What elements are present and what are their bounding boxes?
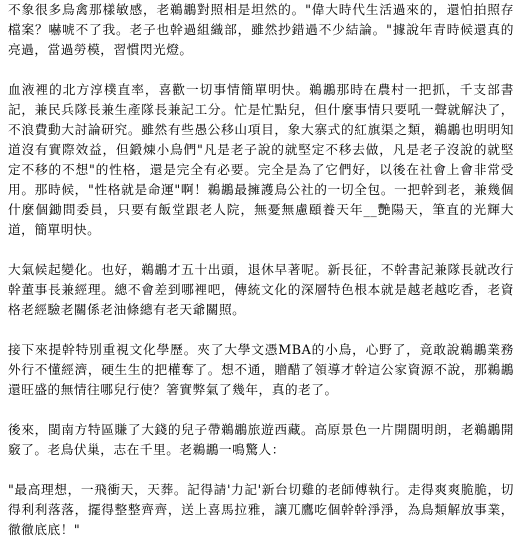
paragraph-climate-change: 大氣候起變化。也好，鵜鶘才五十出頭，退休早著呢。新長征，不幹書記兼隊長就改行幹董事長兼經理。總不會差到哪裡吧，傳統文化的深層特色根本就是越老越吃香，老資格老經驗老關係老油條總有老天爺關照。 bbox=[8, 262, 514, 317]
paragraph-gap bbox=[8, 240, 514, 260]
paragraph-north-character: 血液裡的北方淳樸直率，喜歡一切事情簡單明快。鵜鶘那時在農村一把抓，千支部書記，兼民兵隊長兼生產隊長兼記工分。忙是忙點兒，但什麼事情只要吼一聲就解決了，不浪費動大討論研究。雖然有些愚公移山項目，象大寨式的紅旗渠之類，鵜鶘也明明知道沒有實際效益，但鍛煉小鳥們"凡是老子說的就堅定不移去做，凡是老子沒說的就堅定不移的不想"的性格，還是完全有必要。完全是為了它們好，以後在社會上會非常受用。那時候，"性格就是命運"啊！鵜鶘最擁護鳥公社的一切全包。一把幹到老，兼幾個什麼個鋤問委員，只要有飯堂跟老人院，無憂無慮頤養天年__艷陽天，筆直的光輝大道，簡單明快。 bbox=[8, 82, 514, 237]
paragraph-gap bbox=[8, 400, 514, 420]
paragraph-gap bbox=[8, 60, 514, 80]
paragraph-gap bbox=[8, 320, 514, 340]
document-body bbox=[8, 0, 514, 540]
paragraph-gap bbox=[8, 460, 514, 480]
paragraph-tibet-trip: 後來，閩南方特區賺了大錢的兒子帶鵜鶘旅遊西藏。高原景色一片開闊明朗，老鵜鶘開竅了。老鳥伏巢，志在千里。老鵜鶘一鳴驚人： bbox=[8, 422, 514, 457]
paragraph-education: 接下來提幹特別重視文化學歷。夾了大學文憑MBA的小鳥，心野了，竟敢說鵜鶘業務外行不懂經濟，硬生生的把權奪了。想不通，贈醋了領導才幹這公家資源不說，那鵜鶘還旺盛的無情往哪兒行使？箸實弊氣了幾年，真的老了。 bbox=[8, 342, 514, 397]
paragraph-ideal-quote: "最高理想，一飛衝天，天葬。記得請'力記'新台切雞的老師傅執行。走得爽爽脆脆，切得利利落落，擺得整整齊齊，送上喜馬拉雅，讓兀鷹吃個幹幹淨淨，為鳥類解放事業，徹徹底底！" bbox=[8, 482, 514, 537]
paragraph-photo: 不象很多鳥禽那樣敏感，老鵜鶘對照相是坦然的。"偉大時代生活過來的，還怕拍照存檔案？嚇唬不了我。老子也幹過組織部，雖然抄錯過不少結論。"據說年青時候還真的亮過，當過勞模，習慣閃光燈。 bbox=[8, 2, 514, 57]
